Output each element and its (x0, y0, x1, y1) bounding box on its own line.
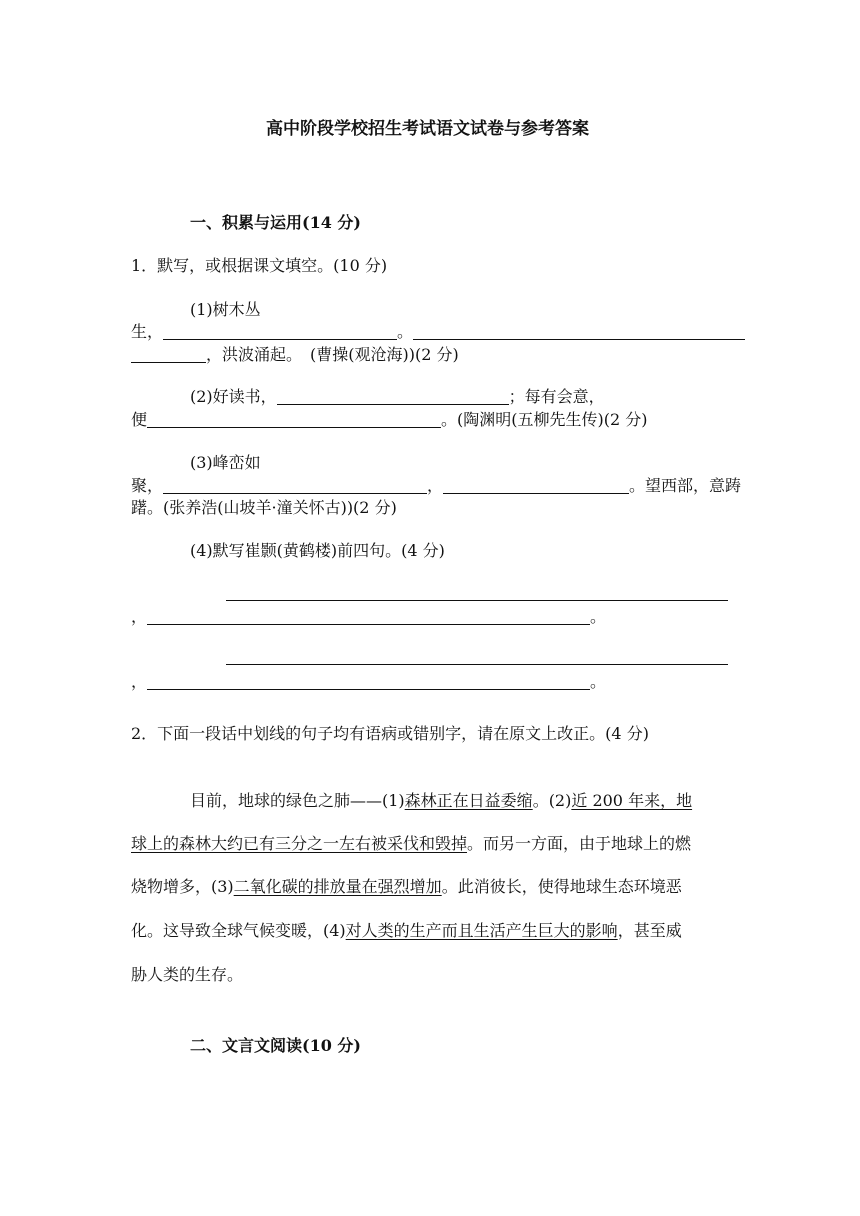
section-heading-1: 一、积累与运用(14 分) (190, 213, 361, 232)
question-1: 1．默写，或根据课文填空。(10 分) (131, 256, 388, 275)
q1-4-comma: ， (131, 607, 148, 626)
q1-1-mid: 。 (397, 322, 414, 341)
answer-blank[interactable] (163, 323, 397, 340)
q1-1-line (131, 321, 745, 343)
underlined-sentence-2: 近 200 年来，地 (571, 791, 693, 810)
passage-text: 烧物增多，(3) (131, 877, 234, 896)
answer-blank[interactable] (147, 411, 441, 428)
q1-4-prefix: (4)默写崔颢(黄鹤楼)前四句。(4 分) (190, 541, 445, 560)
q1-3-line (131, 475, 741, 497)
underlined-sentence-2-cont: 球上的森林大约已有三分之一左右被采伐和毁掉 (131, 834, 468, 853)
q1-4-period: 。 (590, 607, 607, 626)
q1-3-suffix: 。望西部，意踌 (629, 476, 742, 495)
passage-text: 化。这导致全球气候变暖，(4) (131, 921, 346, 940)
underlined-sentence-1: 森林正在日益委缩 (404, 791, 533, 810)
section-heading-2: 二、文言文阅读(10 分) (190, 1036, 361, 1055)
q1-4-row2 (131, 671, 606, 693)
q1-1-suffix: ，洪波涌起。 (曹操(观沧海))(2 分) (206, 345, 459, 364)
q1-2-line2 (131, 409, 648, 431)
passage-text: 。而另一方面，由于地球上的燃 (467, 834, 692, 853)
page-title: 高中阶段学校招生考试语文试卷与参考答案 (266, 119, 589, 139)
answer-line[interactable] (226, 600, 728, 601)
answer-blank[interactable] (443, 477, 629, 494)
q1-4-comma: ， (131, 672, 148, 691)
answer-blank[interactable] (147, 673, 590, 690)
q1-1-cont: 生， (131, 322, 164, 341)
passage-text: 。(2) (532, 791, 572, 810)
answer-line[interactable] (226, 664, 728, 665)
underlined-sentence-4: 对人类的生产而且生活产生巨大的影响 (345, 921, 618, 940)
underlined-sentence-3: 二氧化碳的排放量在强烈增加 (233, 877, 442, 896)
passage-line-1 (190, 790, 692, 812)
answer-blank[interactable] (277, 388, 509, 405)
passage-text: 。此消彼长，使得地球生态环境恶 (441, 877, 682, 896)
answer-blank[interactable] (413, 323, 745, 340)
q1-3-mid: ， (427, 476, 444, 495)
passage-text: ，甚至威 (617, 921, 682, 940)
q1-2-mid: ；每有会意， (508, 387, 605, 406)
q1-2-line1 (190, 386, 605, 408)
q1-2-prefix: (2)好读书， (190, 387, 277, 406)
passage-line-2 (131, 833, 691, 855)
q1-2-suffix: 。(陶渊明(五柳先生传)(2 分) (441, 410, 648, 429)
q1-3-line3: 躇。(张养浩(山坡羊·潼关怀古))(2 分) (131, 498, 397, 517)
answer-blank[interactable] (131, 346, 206, 363)
passage-line-5: 胁人类的生存。 (131, 965, 244, 984)
q1-2-cont: 便 (131, 410, 148, 429)
q1-3-prefix: (3)峰峦如 (190, 453, 261, 472)
passage-text: 目前，地球的绿色之肺——(1) (190, 791, 405, 810)
answer-blank[interactable] (147, 608, 590, 625)
passage-line-3 (131, 876, 682, 898)
passage-line-4 (131, 920, 682, 942)
q1-3-cont: 聚， (131, 476, 164, 495)
q1-4-period: 。 (590, 672, 607, 691)
q1-1-line2 (131, 344, 459, 366)
question-2: 2．下面一段话中划线的句子均有语病或错别字，请在原文上改正。(4 分) (131, 724, 649, 743)
q1-1-prefix: (1)树木丛 (190, 300, 261, 319)
answer-blank[interactable] (163, 477, 427, 494)
q1-4-row1 (131, 606, 606, 628)
